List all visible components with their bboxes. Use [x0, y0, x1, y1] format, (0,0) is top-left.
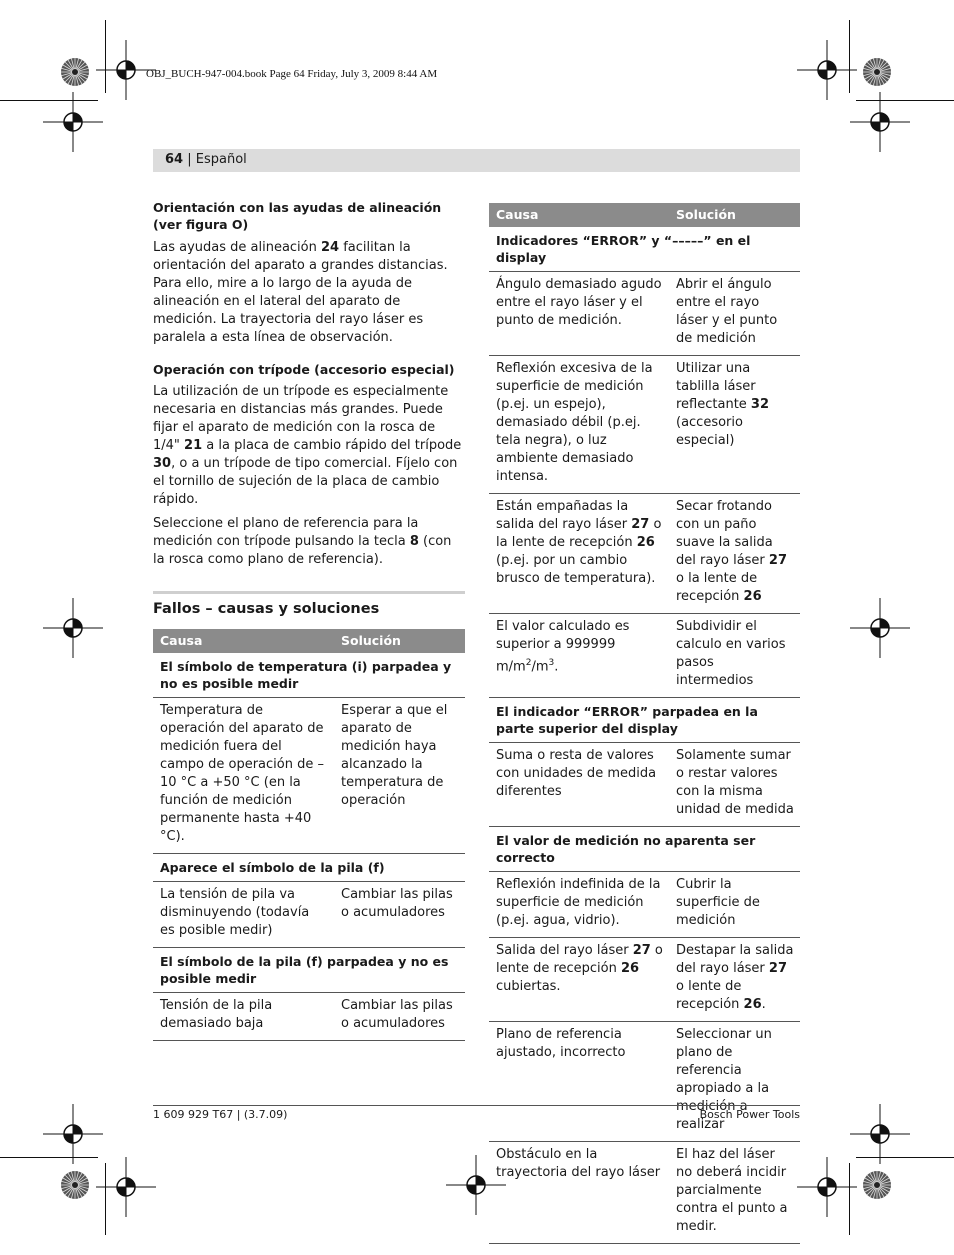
table-group-heading — [153, 948, 465, 993]
table-row — [489, 938, 800, 1022]
header-causa: Causa — [153, 629, 334, 653]
registration-mark-icon — [850, 1104, 910, 1164]
text-run: El haz del láser no deberá incidir parcialmente contra el punto a medir. — [676, 1147, 788, 1234]
solution-cell — [669, 743, 800, 827]
trim-line — [849, 20, 850, 93]
registration-mark-icon — [43, 598, 103, 658]
header-separator: | — [183, 152, 196, 167]
tripod-paragraph-2 — [153, 515, 465, 569]
color-target-icon — [60, 1170, 90, 1200]
header-solucion: Solución — [334, 629, 465, 653]
table-row — [153, 993, 465, 1041]
text-run: Utilizar una tablilla láser reflectante — [676, 361, 756, 412]
solution-cell — [669, 356, 800, 494]
registration-mark-icon — [43, 92, 103, 152]
text-run: Solamente sumar o restar valores con la misma unidad de medida — [676, 748, 794, 817]
registration-mark-icon — [797, 40, 857, 100]
alignment-paragraph — [153, 239, 465, 347]
header-causa: Causa — [489, 203, 669, 227]
color-target-icon — [60, 57, 90, 87]
table-row — [489, 1142, 800, 1244]
text-run: Secar frotando con un paño suave la salida del rayo láser — [676, 499, 773, 568]
text-run: Cambiar las pilas o acumuladores — [341, 998, 453, 1031]
table-row — [489, 1022, 800, 1142]
table-group-heading — [489, 698, 800, 743]
text-run: (p.ej. por un cambio brusco de temperatura). — [496, 553, 656, 586]
text-run: (con la rosca como plano de referencia). — [153, 534, 452, 567]
trim-line — [105, 20, 106, 93]
solution-cell — [334, 698, 465, 854]
solution-cell — [669, 938, 800, 1022]
color-target-icon — [862, 57, 892, 87]
table-row — [153, 698, 465, 854]
cause-cell — [489, 1022, 669, 1142]
footer-brand: Bosch Power Tools — [699, 1108, 800, 1121]
fallos-title: Fallos – causas y soluciones — [153, 601, 380, 617]
group-heading-cell: El símbolo de la pila (f) parpadea y no es posible medir — [153, 948, 465, 993]
text-run: Reflexión excesiva de la superficie de medición (p.ej. un espejo), demasiado débil (p.ej. tela negra), o luz ambiente demasiado intensa. — [496, 361, 653, 484]
text-run: Reflexión indefinida de la superficie de medición (p.ej. agua, vidrio). — [496, 877, 661, 928]
solution-cell — [669, 1142, 800, 1244]
group-heading-cell: El indicador “ERROR” parpadea en la parte superior del display — [489, 698, 800, 743]
header-language: Español — [195, 152, 247, 167]
group-heading-cell: El valor de medición no aparenta ser correcto — [489, 827, 800, 872]
text-run: a la placa de cambio rápido del trípode — [202, 438, 462, 453]
solution-cell — [669, 494, 800, 614]
text-run: Temperatura de operación del aparato de medición fuera del campo de operación de – 10 °C a +50 °C (en la función de medición permanente hasta +40 °C). — [160, 703, 324, 844]
text-run: Seleccione el plano de referencia para la medición con trípode pulsando la tecla — [153, 516, 419, 549]
text-run: Seleccionar un plano de referencia apropiado a la medición a realizar — [676, 1027, 772, 1132]
text-run: Esperar a que el aparato de medición haya alcanzado la temperatura de operación — [341, 703, 448, 808]
registration-mark-icon — [43, 1104, 103, 1164]
trim-line — [856, 1157, 954, 1158]
table-row — [489, 872, 800, 938]
bold-reference: 27 — [632, 943, 651, 958]
cause-cell — [489, 494, 669, 614]
bold-reference: 30 — [153, 456, 172, 471]
text-run: o la lente de recepción — [676, 571, 758, 604]
bold-reference: 26 — [621, 961, 640, 976]
solution-cell — [669, 614, 800, 698]
solution-cell — [669, 1022, 800, 1142]
right-column — [489, 203, 800, 1244]
text-run: Subdividir el calculo en varios pasos intermedios — [676, 619, 786, 688]
cause-cell — [489, 938, 669, 1022]
text-run: El valor calculado es superior a 999999 m/m — [496, 619, 630, 675]
table-group-heading — [489, 827, 800, 872]
superscript: 2 — [525, 658, 532, 668]
superscript: 3 — [548, 658, 555, 668]
bold-reference: 27 — [768, 961, 788, 976]
troubleshooting-table-left — [153, 629, 465, 1041]
bold-reference: 8 — [409, 534, 419, 549]
left-column — [153, 199, 465, 1041]
cause-cell — [153, 698, 334, 854]
table-group-heading — [153, 653, 465, 698]
text-run: Salida del rayo láser — [496, 943, 633, 958]
page-number: 64 — [165, 152, 184, 167]
text-run: Obstáculo en la trayectoria del rayo láser — [496, 1147, 661, 1180]
text-run: cubiertas. — [496, 979, 561, 994]
text-run: Destapar la salida del rayo láser — [676, 943, 794, 976]
cause-cell — [489, 356, 669, 494]
bold-reference: 26 — [743, 589, 762, 604]
table-row — [153, 882, 465, 948]
cause-cell — [489, 743, 669, 827]
text-run: Suma o resta de valores con unidades de medida diferentes — [496, 748, 657, 799]
group-heading-cell: Indicadores “ERROR” y “–––––” en el display — [489, 227, 800, 272]
bold-reference: 24 — [321, 240, 340, 255]
text-run: (accesorio especial) — [676, 415, 743, 448]
table-group-heading — [153, 854, 465, 882]
trim-line — [856, 100, 954, 101]
text-run: o lente de recepción — [676, 979, 744, 1012]
table-group-heading — [489, 227, 800, 272]
page-header-bar — [153, 149, 800, 172]
text-run: . — [761, 997, 766, 1012]
table-header-row — [489, 203, 800, 227]
footer-divider — [153, 1105, 800, 1106]
trim-line — [0, 1157, 98, 1158]
trim-line — [105, 1163, 106, 1235]
cause-cell — [489, 872, 669, 938]
table-header-row — [153, 629, 465, 653]
text-run: o la lente de recepción — [496, 517, 662, 550]
registration-mark-icon — [850, 598, 910, 658]
section-title-tripod: Operación con trípode (accesorio especial) — [153, 362, 455, 377]
text-run: o lente de recepción — [496, 943, 663, 976]
bold-reference: 27 — [768, 553, 788, 568]
solution-cell — [334, 882, 465, 948]
table-row — [489, 614, 800, 698]
text-run: La tensión de pila va disminuyendo (todavía es posible medir) — [160, 887, 310, 938]
text-run: Están empañadas la salida del rayo láser — [496, 499, 632, 532]
text-run: . — [554, 659, 559, 675]
solution-cell — [669, 272, 800, 356]
bold-reference: 21 — [184, 438, 203, 453]
group-heading-cell: El símbolo de temperatura (i) parpadea y no es posible medir — [153, 653, 465, 698]
registration-mark-icon — [850, 92, 910, 152]
text-run: Ángulo demasiado agudo entre el rayo láser y el punto de medición. — [496, 277, 662, 328]
header-solucion: Solución — [669, 203, 800, 227]
solution-cell — [669, 872, 800, 938]
color-target-icon — [862, 1170, 892, 1200]
text-run: Plano de referencia ajustado, incorrecto — [496, 1027, 626, 1060]
text-run: La utilización de un trípode es especialmente necesaria en distancias más grandes. Puede fijar el aparato de medición con la rosca de 1/4" — [153, 384, 449, 453]
trim-line — [849, 1163, 850, 1235]
solution-cell — [334, 993, 465, 1041]
trim-line — [0, 100, 98, 101]
bold-reference: 27 — [631, 517, 650, 532]
table-row — [489, 272, 800, 356]
bold-reference: 26 — [743, 997, 762, 1012]
text-run: Cambiar las pilas o acumuladores — [341, 887, 453, 920]
text-run: facilitan la orientación del aparato a grandes distancias. Para ello, mire a lo largo de la ayuda de alineación en el lateral del aparato de medición. La trayectoria del rayo láser es paralela a esta línea de observación. — [153, 240, 448, 345]
cause-cell — [489, 1142, 669, 1244]
troubleshooting-table-right — [489, 203, 800, 1244]
bold-reference: 26 — [636, 535, 655, 550]
table-row — [489, 743, 800, 827]
section-title-alignment: Orientación con las ayudas de alineación (ver figura O) — [153, 200, 442, 232]
tripod-paragraph-1 — [153, 383, 465, 509]
text-run: Cubrir la superficie de medición — [676, 877, 760, 928]
page-header — [165, 152, 247, 167]
table-row — [489, 356, 800, 494]
footer-doc-number: 1 609 929 T67 | (3.7.09) — [153, 1108, 288, 1121]
registration-mark-icon — [797, 1157, 857, 1217]
group-heading-cell: Aparece el símbolo de la pila (f) — [153, 854, 465, 882]
text-run: , o a un trípode de tipo comercial. Fíjelo con el tornillo de sujeción de la placa de cambio rápido. — [153, 456, 458, 507]
table-row — [489, 494, 800, 614]
text-run: Las ayudas de alineación — [153, 240, 321, 255]
text-run: Abrir el ángulo entre el rayo láser y el punto de medición — [676, 277, 778, 346]
text-run: /m — [531, 659, 549, 675]
cause-cell — [153, 993, 334, 1041]
cause-cell — [153, 882, 334, 948]
section-divider — [153, 591, 465, 594]
cause-cell — [489, 272, 669, 356]
cause-cell — [489, 614, 669, 698]
text-run: Tensión de la pila demasiado baja — [160, 998, 273, 1031]
book-header: OBJ_BUCH-947-004.book Page 64 Friday, July 3, 2009 8:44 AM — [146, 68, 438, 80]
bold-reference: 32 — [750, 397, 770, 412]
